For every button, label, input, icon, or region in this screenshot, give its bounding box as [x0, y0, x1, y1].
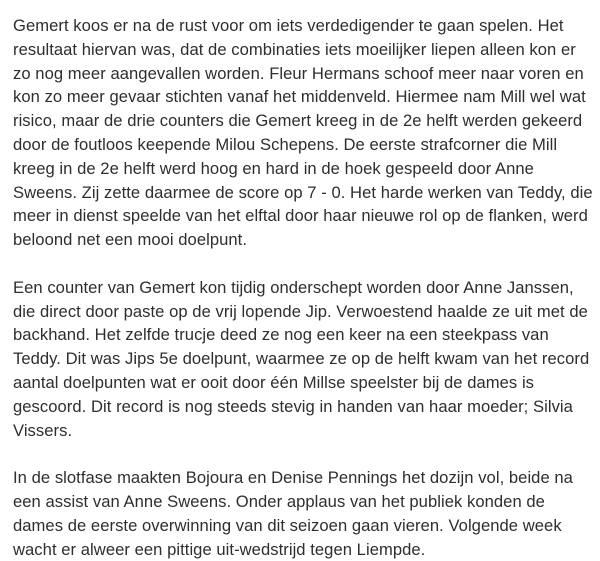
text-line: Teddy. Dit was Jips 5e doelpunt, waarmee ze op de helft kwam van het record — [13, 349, 590, 369]
article-body — [13, 14, 593, 561]
paragraph-final-phase — [13, 466, 593, 561]
text-line: dames de eerste overwinning van dit seizoen gaan vieren. Volgende week — [13, 515, 562, 535]
paragraph-second-half — [13, 14, 593, 252]
text-line: aantal doelpunten wat er ooit door één Millse speelster bij de dames is — [13, 372, 535, 392]
text-line: door de foutloos keepende Milou Schepens. De eerste strafcorner die Mill — [13, 134, 558, 154]
text-line: beloond net een mooi doelpunt. — [13, 230, 247, 250]
text-line: risico, maar de drie counters die Gemert kreeg in de 2e helft werden gekeerd — [13, 111, 583, 131]
text-line: een assist van Anne Sweens. Onder applaus van het publiek konden de — [13, 491, 545, 511]
text-line: die direct door paste op de vrij lopende Jip. Verwoestend haalde ze uit met de — [13, 301, 588, 321]
text-line: zo nog meer aangevallen worden. Fleur Hermans schoof meer naar voren en — [13, 63, 584, 83]
text-line: meer in dienst speelde van het elftal door haar nieuwe rol op de flanken, werd — [13, 206, 588, 226]
text-line: Vissers. — [13, 420, 73, 440]
text-line: Sweens. Zij zette daarmee de score op 7 - 0. Het harde werken van Teddy, die — [13, 182, 593, 202]
text-line: gescoord. Dit record is nog steeds stevig in handen van haar moeder; Silvia — [13, 396, 573, 416]
text-line: Gemert koos er na de rust voor om iets verdedigender te gaan spelen. Het — [13, 16, 564, 35]
text-line: In de slotfase maakten Bojoura en Denise Pennings het dozijn vol, beide na — [13, 468, 573, 488]
text-line: backhand. Het zelfde trucje deed ze nog een keer na een steekpass van — [13, 325, 549, 345]
text-line: kreeg in de 2e helft werd hoog en hard in de hoek gespeeld door Anne — [13, 158, 534, 178]
text-line: Een counter van Gemert kon tijdig onderschept worden door Anne Janssen, — [13, 277, 574, 297]
text-line: kon zo meer gevaar stichten vanaf het middenveld. Hiermee nam Mill wel wat — [13, 87, 586, 107]
text-line: wacht er alweer een pittige uit-wedstrijd tegen Liempde. — [13, 539, 426, 559]
paragraph-counter-goal — [13, 276, 593, 443]
text-line: resultaat hiervan was, dat de combinaties iets moeilijker liepen alleen kon er — [13, 39, 576, 59]
